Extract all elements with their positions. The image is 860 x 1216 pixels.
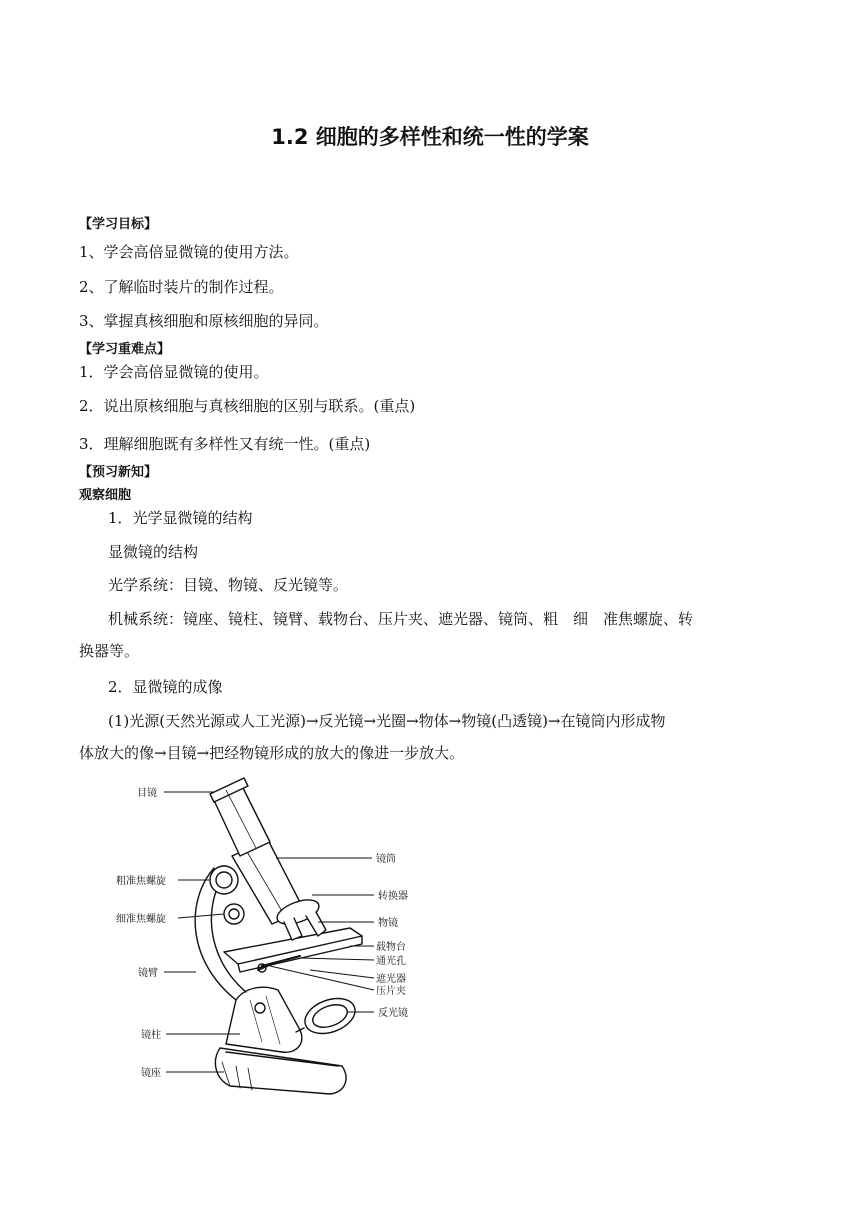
objective-item: 1、学会高倍显微镜的使用方法。 — [79, 243, 299, 261]
label-diaphragm: 遮光器 — [376, 974, 406, 985]
label-light-hole: 通光孔 — [376, 956, 406, 967]
paragraph: 光学系统：目镜、物镜、反光镜等。 — [108, 576, 349, 594]
paragraph: 换器等。 — [79, 642, 140, 660]
key-point-item: 3．理解细胞既有多样性又有统一性。(重点) — [79, 435, 371, 453]
key-point-item: 2．说出原核细胞与真核细胞的区别与联系。(重点) — [79, 397, 416, 415]
objective-item: 2、了解临时装片的制作过程。 — [79, 278, 284, 296]
objectives-heading: 【学习目标】 — [79, 217, 158, 232]
key-point-item: 1．学会高倍显微镜的使用。 — [79, 363, 269, 381]
label-stage-clip: 压片夹 — [376, 986, 406, 997]
key-points-heading: 【学习重难点】 — [79, 342, 171, 357]
label-stage: 载物台 — [376, 942, 406, 953]
label-objective: 物镜 — [378, 918, 398, 929]
paragraph: 2．显微镜的成像 — [108, 678, 223, 696]
paragraph: (1)光源(天然光源或人工光源)→反光镜→光圈→物体→物镜(凸透镜)→在镜筒内形成物 — [108, 712, 666, 730]
label-eyepiece: 目镜 — [137, 788, 157, 799]
label-fine-focus: 细准焦螺旋 — [116, 914, 166, 925]
label-base: 镜座 — [141, 1068, 161, 1079]
label-converter: 转换器 — [378, 891, 408, 902]
page-title: 1.2 细胞的多样性和统一性的学案 — [271, 125, 589, 149]
objective-item: 3、掌握真核细胞和原核细胞的异同。 — [79, 312, 329, 330]
label-arm: 镜臂 — [138, 968, 158, 979]
label-mirror: 反光镜 — [378, 1008, 408, 1019]
label-coarse-focus: 粗准焦螺旋 — [116, 876, 166, 887]
paragraph: 1．光学显微镜的结构 — [108, 509, 253, 527]
label-tube: 镜筒 — [376, 854, 396, 865]
label-pillar: 镜柱 — [141, 1030, 161, 1041]
preview-heading: 【预习新知】 — [79, 465, 158, 480]
paragraph: 显微镜的结构 — [108, 543, 199, 561]
preview-subheading: 观察细胞 — [79, 488, 132, 503]
paragraph: 体放大的像→目镜→把经物镜形成的放大的像进一步放大。 — [79, 744, 465, 762]
paragraph: 机械系统：镜座、镜柱、镜臂、载物台、压片夹、遮光器、镜筒、粗 细 准焦螺旋、转 — [108, 610, 694, 628]
